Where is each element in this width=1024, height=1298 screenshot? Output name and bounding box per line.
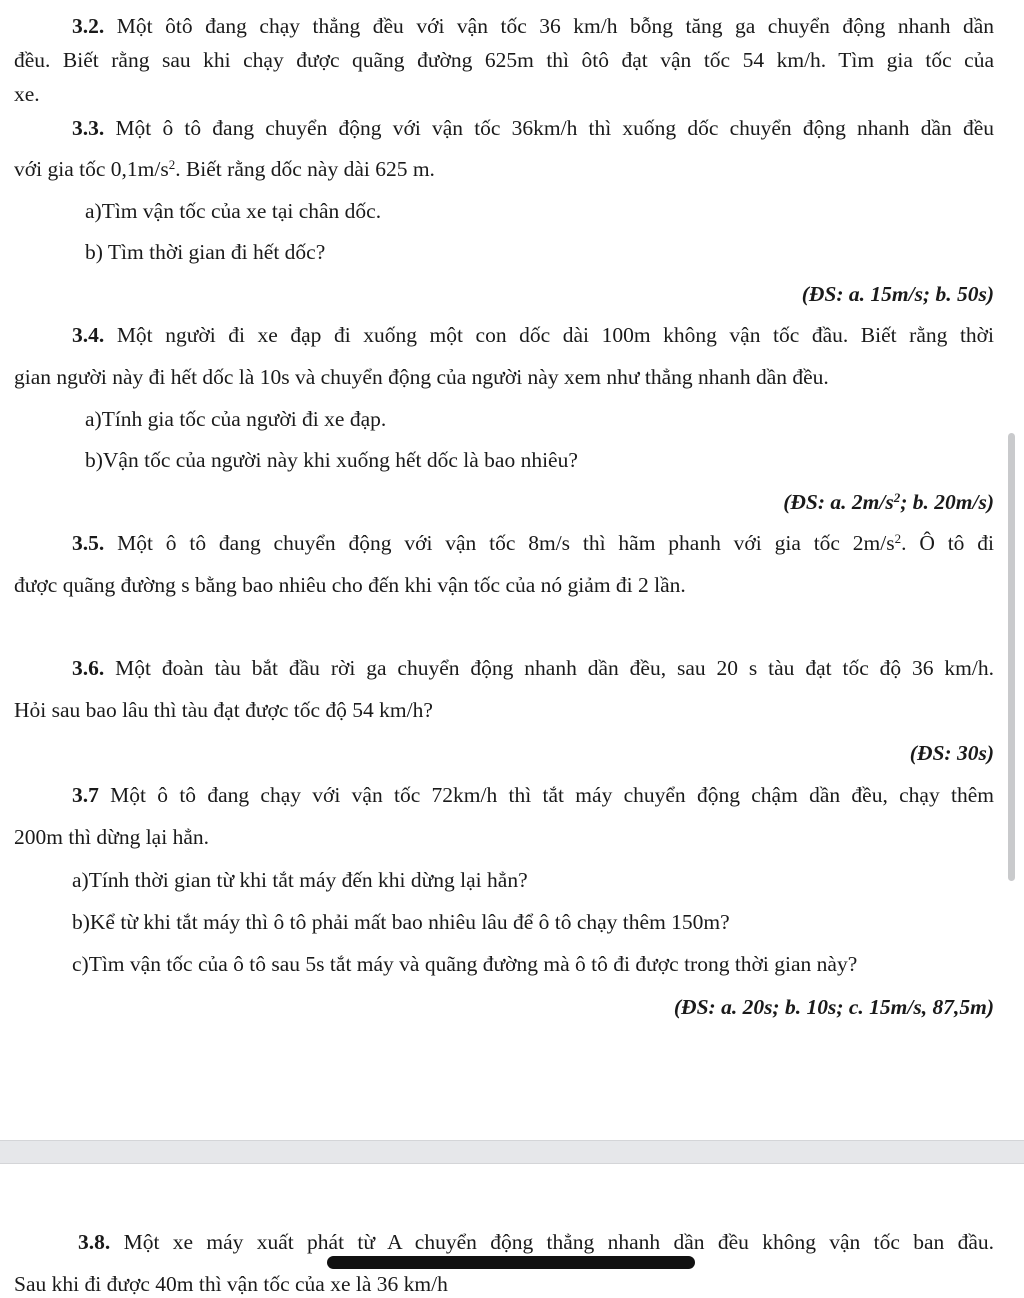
problem-number: 3.2.: [72, 14, 105, 38]
problem-3-8-line-2-cut: Sau khi đi được 40m thì vận tốc của xe là 36 km/h: [14, 1272, 448, 1296]
problem-number: 3.3.: [72, 116, 105, 140]
problem-3-5-line-1: 3.5. Một ô tô đang chuyển động với vận tốc 8m/s thì hãm phanh với gia tốc $2m/s^2$. Ô tô đi: [72, 531, 994, 555]
problem-3-4-part-b: b)Vận tốc của người này khi xuống hết dốc là bao nhiêu?: [85, 448, 578, 472]
problem-3-3-answer: (ĐS: a. 15m/s; b. 50s): [801, 282, 994, 306]
vertical-scrollbar[interactable]: [1008, 433, 1015, 881]
problem-3-3-line-1: 3.3. Một ô tô đang chuyển động với vận tốc 36km/h thì xuống dốc chuyển động nhanh dần đều: [72, 116, 995, 140]
problem-number: 3.8.: [78, 1230, 111, 1254]
problem-3-7-line-1: 3.7 Một ô tô đang chạy với vận tốc 72km/h thì tắt máy chuyển động chậm dần đều, chạy thêm: [72, 783, 994, 807]
problem-3-2-line-1: 3.2. Một ôtô đang chạy thẳng đều với vận tốc 36 km/h bỗng tăng ga chuyển động nhanh dần: [72, 14, 994, 38]
problem-3-6-line-1: 3.6. Một đoàn tàu bắt đầu rời ga chuyển động nhanh dần đều, sau 20 s tàu đạt tốc độ 36 km/h.: [72, 656, 995, 680]
problem-number: 3.5.: [72, 531, 105, 555]
problem-number: 3.6.: [72, 656, 105, 680]
problem-3-2-line-2: đều. Biết rằng sau khi chạy được quãng đường 625m thì ôtô đạt vận tốc 54 km/h. Tìm gia tốc của: [14, 48, 994, 72]
problem-3-7-answer: (ĐS: a. 20s; b. 10s; c. 15m/s, 87,5m): [673, 995, 994, 1019]
problem-3-4-line-2: gian người này đi hết dốc là 10s và chuyển động của người này xem như thẳng nhanh dần đều.: [14, 365, 829, 389]
problem-3-6-answer: (ĐS: 30s): [909, 741, 994, 765]
problem-number: 3.7: [72, 783, 99, 807]
problem-3-5-line-2: được quãng đường s bằng bao nhiêu cho đến khi vận tốc của nó giảm đi 2 lần.: [14, 573, 686, 597]
problem-3-4-part-a: a)Tính gia tốc của người đi xe đạp.: [85, 407, 387, 431]
problem-3-7-part-c: c)Tìm vận tốc của ô tô sau 5s tắt máy và quãng đường mà ô tô đi được trong thời gian này?: [72, 952, 858, 976]
problem-3-4-answer: (ĐS: a. $2m/s^2$; b. 20m/s): [783, 490, 994, 514]
problem-3-4-line-1: 3.4. Một người đi xe đạp đi xuống một con dốc dài 100m không vận tốc đầu. Biết rằng thời: [72, 323, 995, 347]
problem-3-2-line-3: xe.: [14, 82, 40, 106]
problem-3-7-line-2: 200m thì dừng lại hẳn.: [14, 825, 209, 849]
home-indicator[interactable]: [327, 1256, 695, 1269]
problem-3-6-line-2: Hỏi sau bao lâu thì tàu đạt được tốc độ 54 km/h?: [14, 698, 433, 722]
problem-3-3-part-b: b) Tìm thời gian đi hết dốc?: [85, 240, 326, 264]
problem-3-7-part-a: a)Tính thời gian từ khi tắt máy đến khi dừng lại hẳn?: [72, 868, 528, 892]
problem-3-3-line-2: với gia tốc $0,1m/s^2$. Biết rằng dốc này dài 625 m.: [14, 157, 435, 181]
problem-number: 3.4.: [72, 323, 105, 347]
problem-3-7-part-b: b)Kể từ khi tắt máy thì ô tô phải mất bao nhiêu lâu để ô tô chạy thêm 150m?: [72, 910, 730, 934]
problem-3-3-part-a: a)Tìm vận tốc của xe tại chân dốc.: [85, 199, 382, 223]
page-separator: [0, 1140, 1024, 1164]
problem-3-8-line-1: 3.8. Một xe máy xuất phát từ A chuyển động thẳng nhanh dần đều không vận tốc ban đầu.: [78, 1230, 994, 1254]
